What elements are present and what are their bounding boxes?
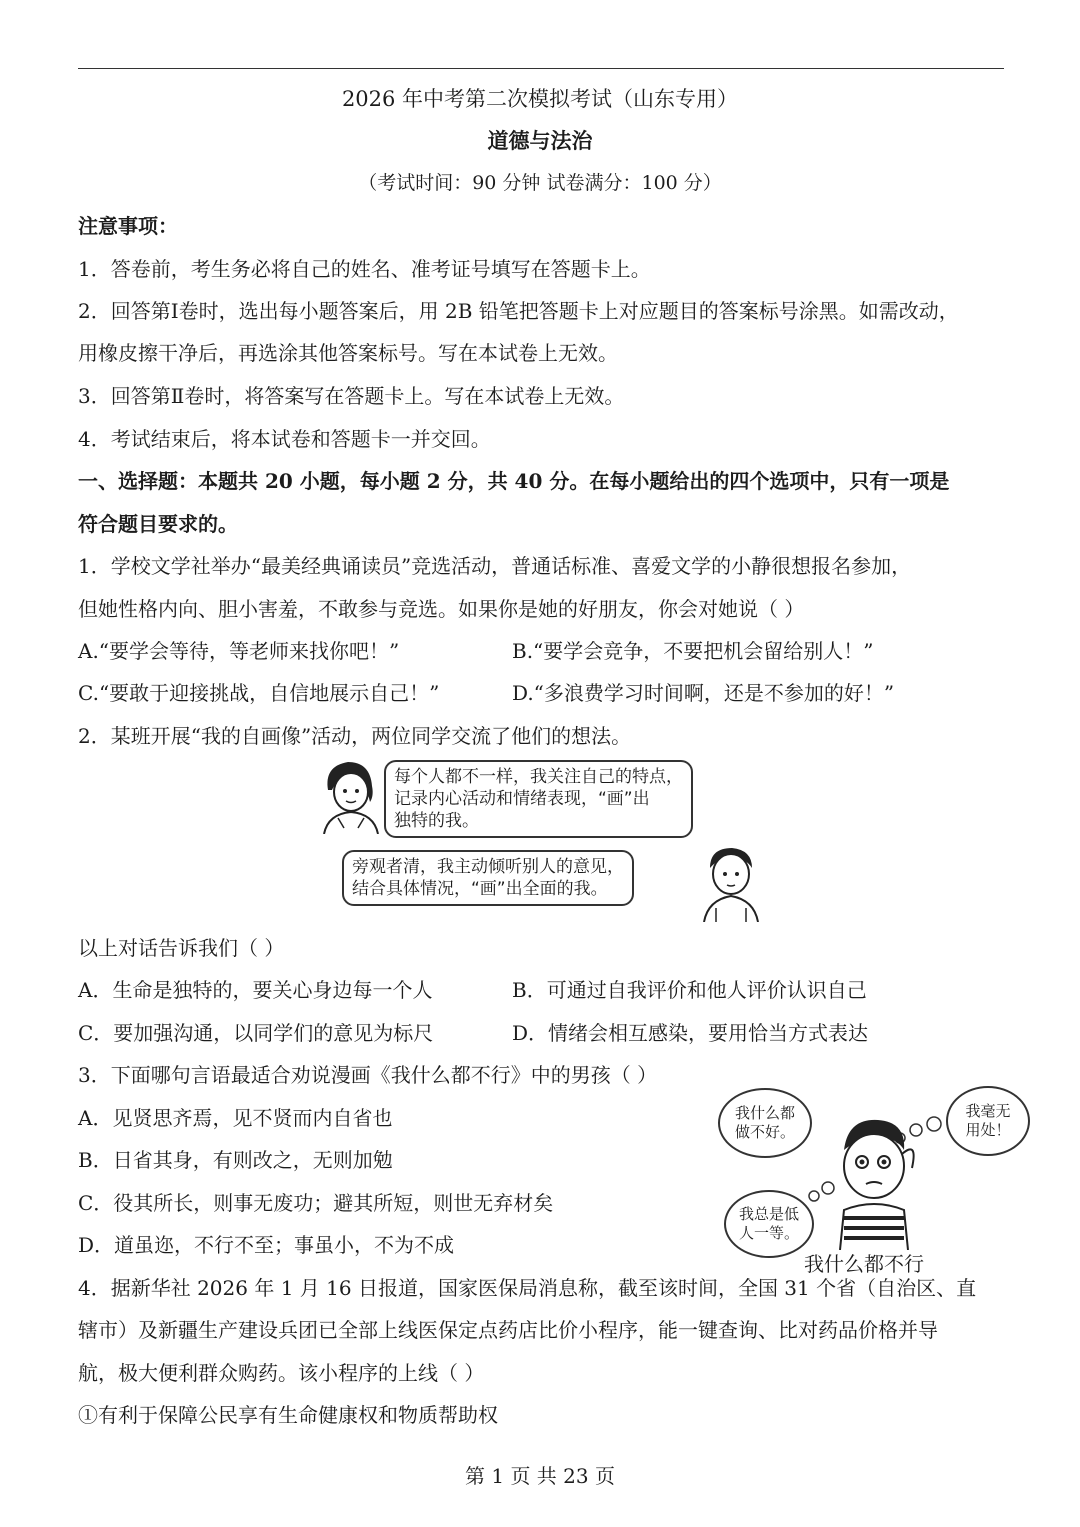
q1-option-b: B.“要学会竞争，不要把机会留给别人！” [512, 639, 874, 663]
q4-stem: 辖市）及新疆生产建设兵团已全部上线医保定点药店比价小程序，能一键查询、比对药品价格并导 [78, 1318, 938, 1342]
subject-title: 道德与法治 [487, 128, 593, 153]
sad-boy-figure-icon [800, 1110, 950, 1250]
q3-stem: 3．下面哪句言语最适合劝说漫画《我什么都不行》中的男孩（ ） [78, 1063, 658, 1087]
boy-figure-icon [696, 842, 766, 922]
speech-bubble-girl [384, 760, 693, 838]
q1-stem: 但她性格内向、胆小害羞，不敢参与竞选。如果你是她的好朋友，你会对她说（ ） [78, 597, 805, 621]
cloud-text: 我毫无用处！ [965, 1102, 1011, 1139]
note-item: 4．考试结束后，将本试卷和答题卡一并交回。 [78, 427, 491, 451]
speech-bubble-boy [342, 850, 634, 906]
q1-option-c: C.“要敢于迎接挑战，自信地展示自己！” [78, 681, 440, 705]
q2-stem: 2．某班开展“我的自画像”活动，两位同学交流了他们的想法。 [78, 724, 632, 748]
q2-question: 以上对话告诉我们（ ） [78, 936, 285, 960]
comic-caption: 我什么都不行 [804, 1252, 924, 1276]
note-item: 用橡皮擦干净后，再选涂其他答案标号。写在本试卷上无效。 [78, 341, 618, 365]
thought-cloud-2 [946, 1086, 1030, 1156]
bubble-line: 记录内心活动和情绪表现，“画”出 [394, 789, 650, 809]
exam-title: 2026 年中考第二次模拟考试（山东专用） [341, 87, 739, 111]
exam-info: （考试时间：90 分钟 试卷满分：100 分） [358, 172, 722, 194]
bubble-line: 每个人都不一样，我关注自己的特点， [394, 767, 683, 787]
q2-option-a: A．生命是独特的，要关心身边每一个人 [78, 978, 433, 1002]
q2-option-c: C．要加强沟通，以同学们的意见为标尺 [78, 1021, 434, 1045]
bubble-line: 结合具体情况，“画”出全面的我。 [352, 879, 608, 899]
q2-option-d: D．情绪会相互感染，要用恰当方式表达 [512, 1021, 869, 1045]
q1-option-d: D.“多浪费学习时间啊，还是不参加的好！” [512, 681, 895, 705]
bubble-line: 旁观者清，我主动倾听别人的意见， [352, 857, 624, 877]
cloud-text: 我什么都做不好。 [734, 1104, 795, 1141]
section-heading: 一、选择题：本题共 20 小题，每小题 2 分，共 40 分。在每小题给出的四个选项中，只有一项是 [78, 469, 950, 493]
q3-option-b: B．日省其身，有则改之，无则加勉 [78, 1148, 393, 1172]
q2-option-b: B．可通过自我评价和他人评价认识自己 [512, 978, 867, 1002]
thought-cloud-1 [718, 1088, 812, 1158]
q3-option-a: A．见贤思齐焉，见不贤而内自省也 [78, 1106, 393, 1130]
q4-stem: 航，极大便利群众购药。该小程序的上线（ ） [78, 1361, 485, 1385]
header-rule [78, 68, 1004, 69]
note-item: 1．答卷前，考生务必将自己的姓名、准考证号填写在答题卡上。 [78, 257, 651, 281]
notes-heading: 注意事项： [78, 214, 178, 238]
q4-item-1: ①有利于保障公民享有生命健康权和物质帮助权 [78, 1403, 498, 1427]
girl-figure-icon [318, 756, 384, 834]
q3-option-d: D．道虽迩，不行不至；事虽小，不为不成 [78, 1233, 455, 1257]
page-number: 第 1 页 共 23 页 [465, 1464, 615, 1488]
section-heading-cont: 符合题目要求的。 [78, 512, 238, 536]
bubble-line: 独特的我。 [394, 811, 479, 831]
note-item: 2．回答第Ⅰ卷时，选出每小题答案后，用 2B 铅笔把答题卡上对应题目的答案标号涂黑。如需改动， [78, 299, 959, 323]
note-item: 3．回答第Ⅱ卷时，将答案写在答题卡上。写在本试卷上无效。 [78, 384, 625, 408]
q1-stem: 1．学校文学社举办“最美经典诵读员”竞选活动，普通话标准、喜爱文学的小静很想报名参加， [78, 554, 912, 578]
q3-option-c: C．役其所长，则事无废功；避其所短，则世无弃材矣 [78, 1191, 554, 1215]
cloud-text: 我总是低人一等。 [738, 1205, 799, 1242]
q1-option-a: A.“要学会等待，等老师来找你吧！” [78, 639, 400, 663]
q4-stem: 4．据新华社 2026 年 1 月 16 日报道，国家医保局消息称，截至该时间，全国 31 个省（自治区、直 [78, 1276, 977, 1300]
